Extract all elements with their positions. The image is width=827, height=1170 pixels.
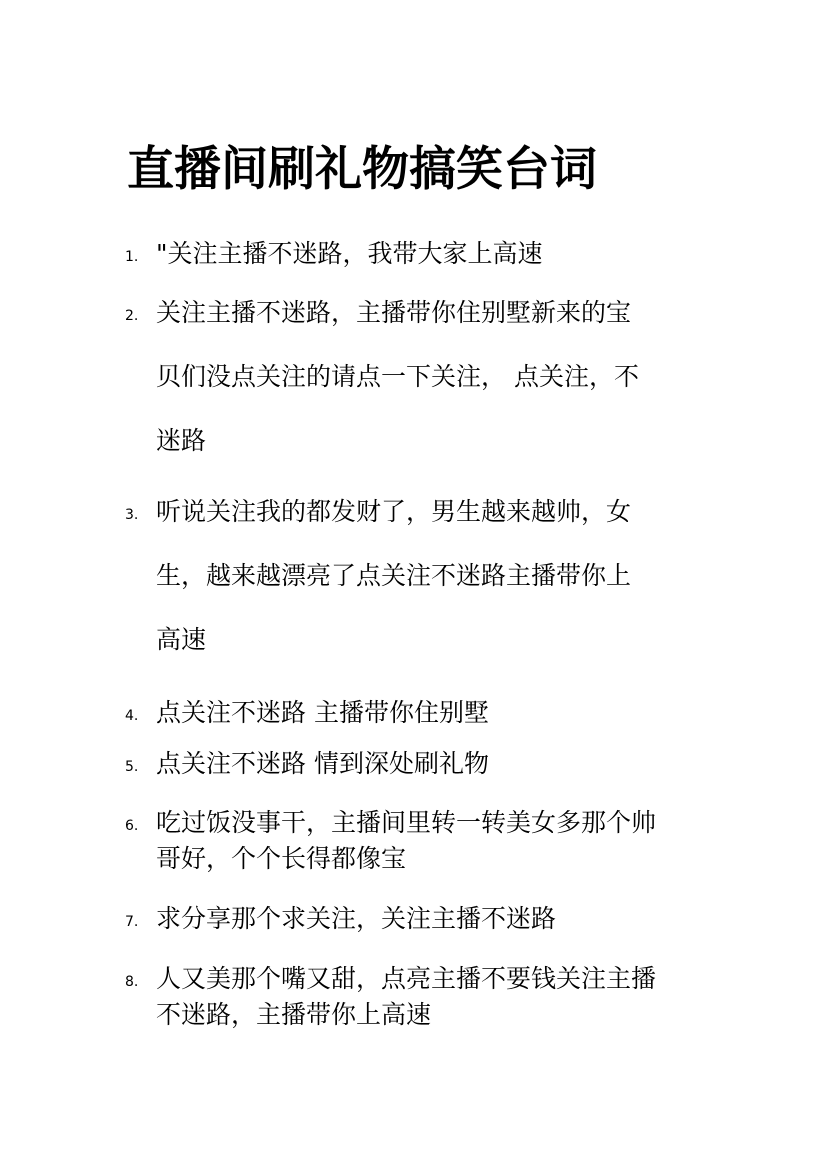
- list-item-text: 高速: [156, 625, 207, 654]
- list-item-text: 求分享那个求关注，关注主播不迷路: [156, 904, 557, 933]
- list-item-number: 7.: [125, 914, 139, 930]
- list-item-text: 点关注不迷路 情到深处刷礼物: [156, 749, 489, 778]
- list-item-number: 1.: [125, 249, 139, 265]
- list-item-text: "关注主播不迷路，我带大家上高速: [156, 239, 543, 268]
- list-item-text: 哥好，个个长得都像宝: [156, 844, 407, 873]
- list-item-text: 听说关注我的都发财了，男生越来越帅，女: [156, 497, 632, 526]
- list-item-text: 生，越来越漂亮了点关注不迷路主播带你上: [156, 561, 632, 590]
- list-item-number: 3.: [125, 507, 139, 523]
- list-item-number: 4.: [125, 708, 139, 724]
- list-item-number: 2.: [125, 308, 139, 324]
- list-item-text: 人又美那个嘴又甜，点亮主播不要钱关注主播: [156, 964, 657, 993]
- list-item-text: 点关注不迷路 主播带你住别墅: [156, 698, 489, 727]
- list-item-text: 关注主播不迷路，主播带你住别墅新来的宝: [156, 298, 632, 327]
- list-item-number: 6.: [125, 818, 139, 834]
- list-item-number: 8.: [125, 974, 139, 990]
- list-item-text: 贝们没点关注的请点一下关注， 点关注，不: [156, 362, 639, 391]
- list-item-text: 吃过饭没事干，主播间里转一转美女多那个帅: [156, 808, 657, 837]
- list-item-text: 不迷路，主播带你上高速: [156, 1000, 432, 1029]
- document-title: 直播间刷礼物搞笑台词: [127, 142, 597, 197]
- list-item-text: 迷路: [156, 426, 207, 455]
- list-item-number: 5.: [125, 759, 139, 775]
